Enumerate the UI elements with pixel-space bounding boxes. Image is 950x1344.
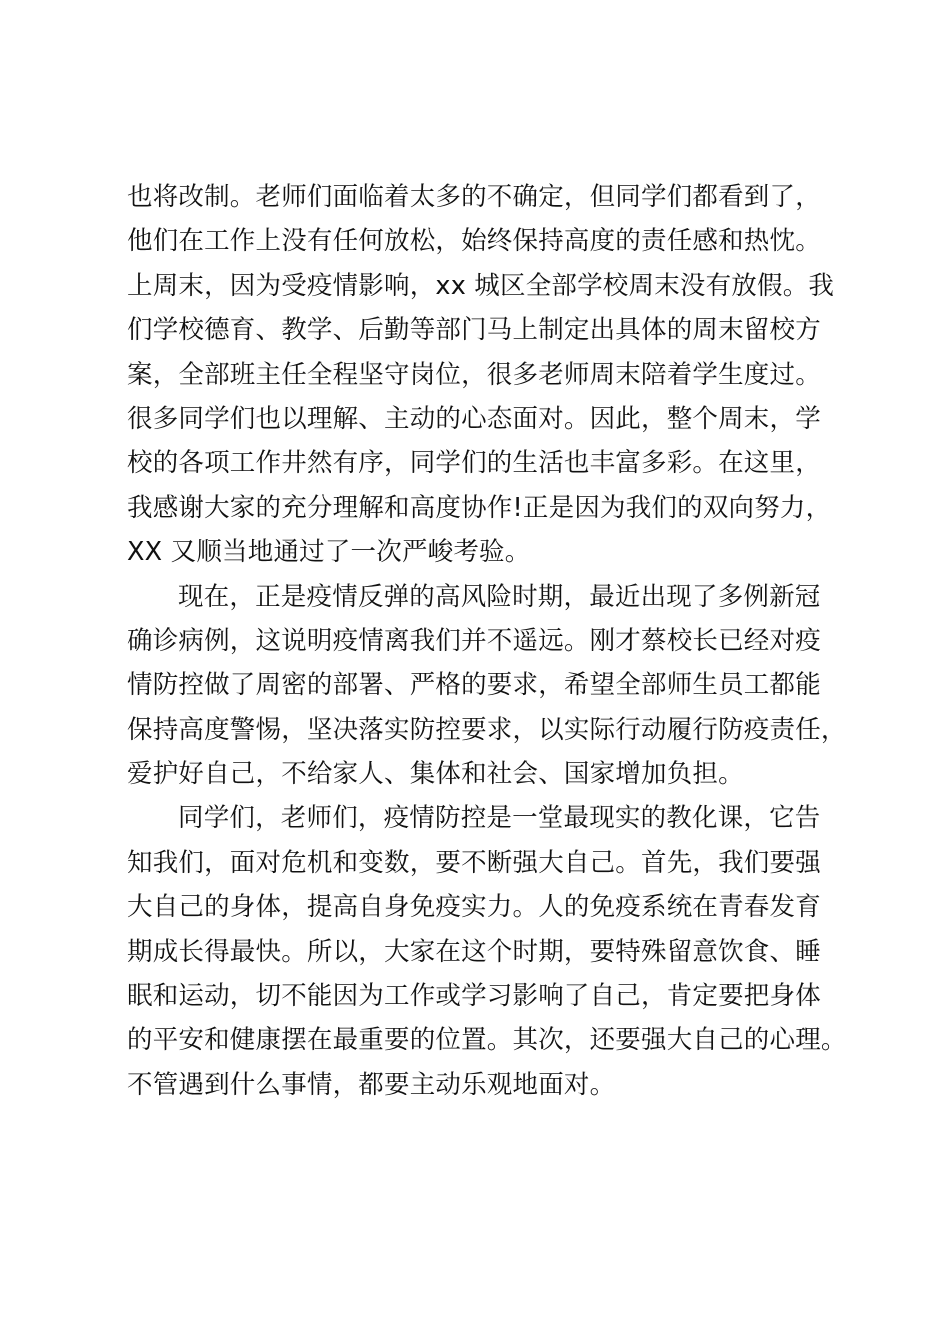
text-line: XX 又顺当地通过了一次严峻考验。: [127, 537, 531, 568]
paragraph-3: [127, 796, 857, 1107]
text-line: 他们在工作上没有任何放松，始终保持高度的责任感和热忱。: [127, 226, 821, 257]
text-line: 确诊病例，这说明疫情离我们并不遥远。刚才蔡校长已经对疫: [127, 625, 821, 656]
text-line: 校的各项工作井然有序，同学们的生活也丰富多彩。在这里，: [127, 448, 821, 479]
text-line: 大自己的身体，提高自身免疫实力。人的免疫系统在青春发育: [127, 892, 821, 923]
text-line: 眠和运动，切不能因为工作或学习影响了自己，肯定要把身体: [127, 981, 821, 1012]
text-line: 情防控做了周密的部署、严格的要求，希望全部师生员工都能: [127, 670, 821, 701]
paragraph-2: [127, 575, 857, 797]
text-line: 保持高度警惕，坚决落实防控要求，以实际行动履行防疫责任，: [127, 714, 847, 745]
text-line: 我感谢大家的充分理解和高度协作!正是因为我们的双向努力，: [127, 492, 832, 523]
text-line: 案，全部班主任全程坚守岗位，很多老师周末陪着学生度过。: [127, 359, 821, 390]
text-line: 知我们，面对危机和变数，要不断强大自己。首先，我们要强: [127, 847, 821, 878]
text-line: 的平安和健康摆在最重要的位置。其次，还要强大自己的心理。: [127, 1025, 847, 1056]
body-text: [127, 175, 857, 1107]
text-line: 们学校德育、教学、后勤等部门马上制定出具体的周末留校方: [127, 315, 821, 346]
text-line: 很多同学们也以理解、主动的心态面对。因此，整个周末，学: [127, 403, 821, 434]
text-line: 爱护好自己，不给家人、集体和社会、国家增加负担。: [127, 759, 744, 790]
text-line: 也将改制。老师们面临着太多的不确定，但同学们都看到了，: [127, 182, 821, 212]
text-line: 期成长得最快。所以，大家在这个时期，要特殊留意饮食、睡: [127, 936, 821, 967]
text-line: 现在，正是疫情反弹的高风险时期，最近出现了多例新冠: [178, 581, 821, 612]
text-line: 不管遇到什么事情，都要主动乐观地面对。: [127, 1069, 616, 1100]
text-line: 上周末，因为受疫情影响，xx 城区全部学校周末没有放假。我: [127, 270, 835, 301]
paragraph-1: [127, 175, 857, 575]
text-line: 同学们，老师们，疫情防控是一堂最现实的教化课，它告: [178, 803, 821, 834]
